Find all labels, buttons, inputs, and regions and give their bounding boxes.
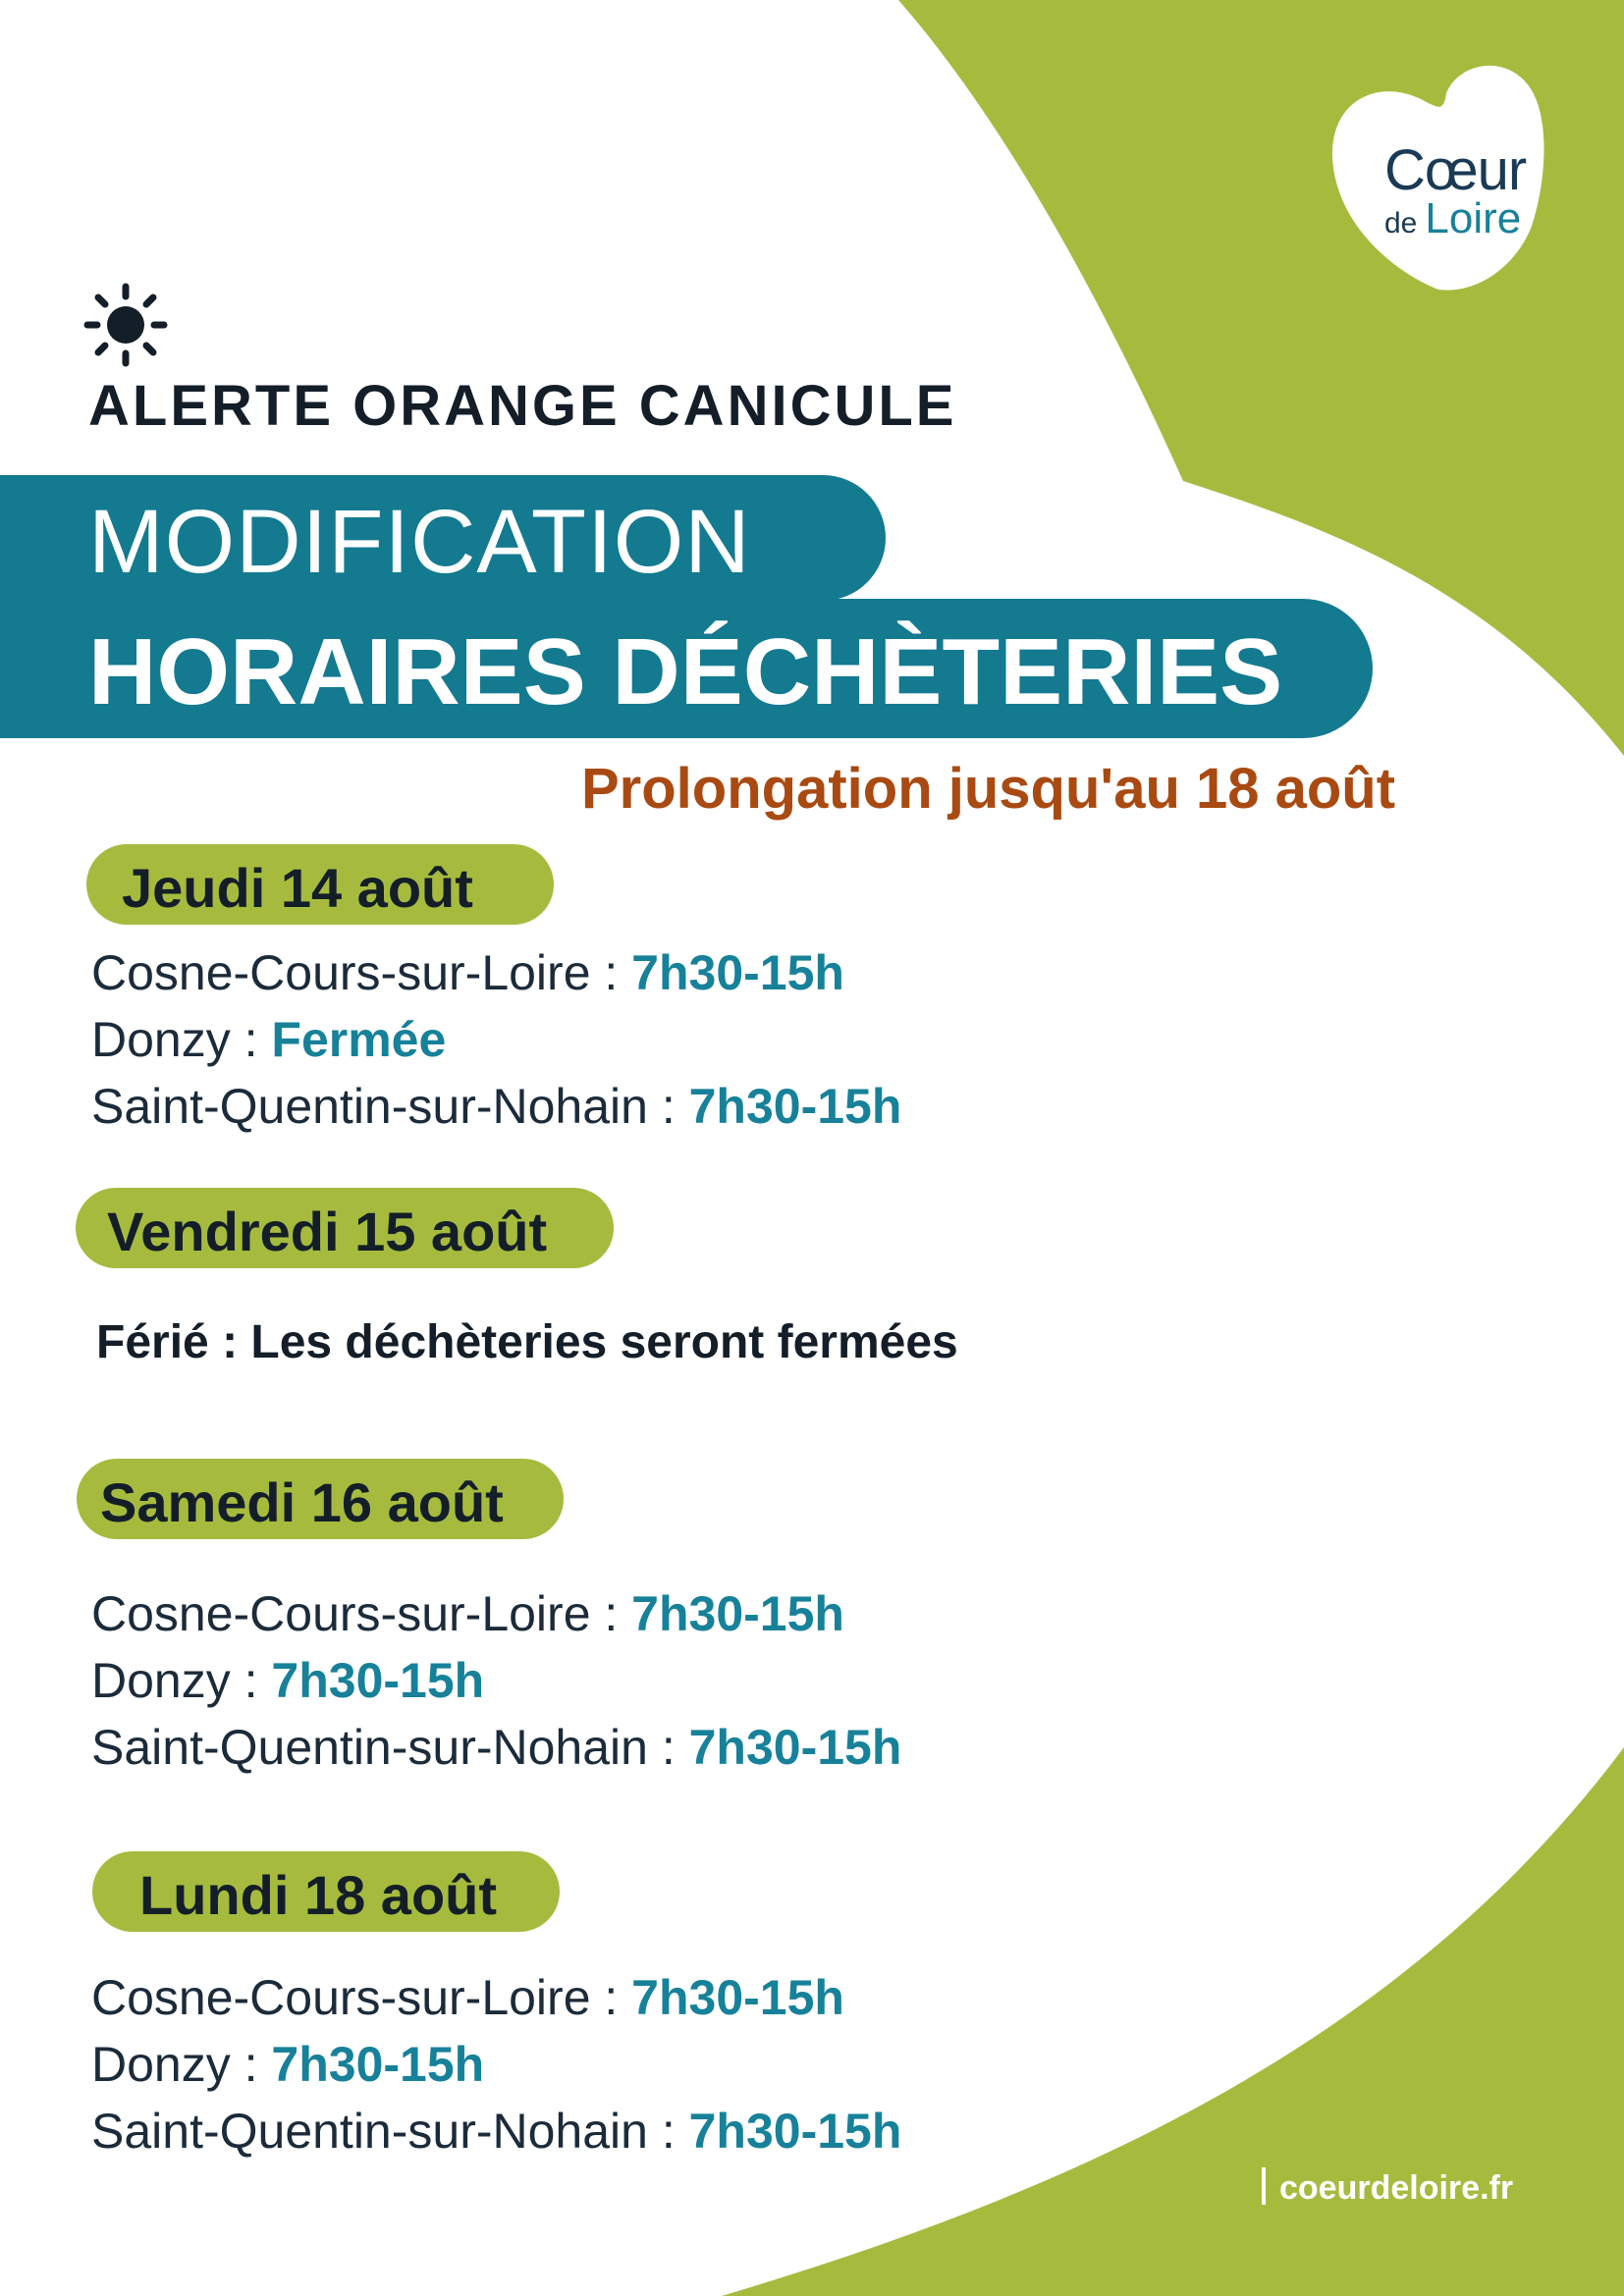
opening-hours: 7h30-15h — [688, 1079, 902, 1134]
place-name: Donzy : — [91, 1012, 272, 1067]
opening-hours: 7h30-15h — [631, 1586, 844, 1641]
holiday-note: Férié : Les déchèteries seront fermées — [96, 1316, 958, 1368]
footer-website[interactable] — [1262, 2167, 1513, 2208]
day-label: Lundi 18 août — [139, 1864, 497, 1926]
bottom-right-green-shape — [722, 1747, 1624, 2296]
day-label: Samedi 16 août — [100, 1471, 504, 1533]
logo-text-coeur: Cœur — [1384, 138, 1527, 202]
schedule-row — [91, 2103, 901, 2160]
place-name: Saint-Quentin-sur-Nohain : — [91, 1079, 689, 1134]
place-name: Cosne-Cours-sur-Loire : — [91, 1970, 632, 2025]
schedule-row — [91, 1078, 901, 1135]
logo-text-loire: Loire — [1425, 194, 1522, 242]
footer-divider — [1262, 2167, 1266, 2205]
banner-title-line2: HORAIRES DÉCHÈTERIES — [88, 619, 1283, 724]
logo-text-de-loire — [1384, 194, 1521, 243]
opening-hours: 7h30-15h — [688, 1720, 902, 1775]
day-pill-lundi — [92, 1851, 560, 1932]
place-name: Cosne-Cours-sur-Loire : — [91, 945, 632, 1000]
schedule-row — [91, 1652, 484, 1709]
day-pill-samedi — [77, 1459, 564, 1539]
place-name: Donzy : — [91, 1653, 272, 1708]
place-name: Saint-Quentin-sur-Nohain : — [91, 1720, 689, 1775]
sun-icon — [83, 283, 168, 367]
opening-hours: 7h30-15h — [631, 1970, 844, 2025]
opening-hours: Fermée — [271, 1012, 447, 1067]
banner-title-line1: MODIFICATION — [88, 492, 751, 592]
schedule-row — [91, 1585, 844, 1642]
opening-hours: 7h30-15h — [271, 2037, 485, 2092]
alert-title: ALERTE ORANGE CANICULE — [88, 374, 957, 438]
schedule-row — [91, 944, 844, 1001]
footer-url-text[interactable]: coeurdeloire.fr — [1279, 2169, 1514, 2207]
schedule-row — [91, 1719, 901, 1776]
day-label: Vendredi 15 août — [107, 1201, 548, 1262]
prolongation-subtitle: Prolongation jusqu'au 18 août — [581, 757, 1396, 821]
place-name: Cosne-Cours-sur-Loire : — [91, 1586, 632, 1641]
schedule-row — [91, 1011, 446, 1068]
opening-hours: 7h30-15h — [271, 1653, 485, 1708]
day-pill-jeudi — [86, 844, 554, 925]
day-label: Jeudi 14 août — [122, 857, 473, 919]
opening-hours: 7h30-15h — [688, 2104, 902, 2159]
place-name: Saint-Quentin-sur-Nohain : — [91, 2104, 689, 2159]
logo-text-de: de — [1384, 207, 1418, 240]
day-pill-vendredi — [76, 1188, 614, 1268]
schedule-row — [91, 1969, 844, 2026]
place-name: Donzy : — [91, 2037, 272, 2092]
opening-hours: 7h30-15h — [631, 945, 844, 1000]
schedule-row — [91, 2036, 484, 2093]
